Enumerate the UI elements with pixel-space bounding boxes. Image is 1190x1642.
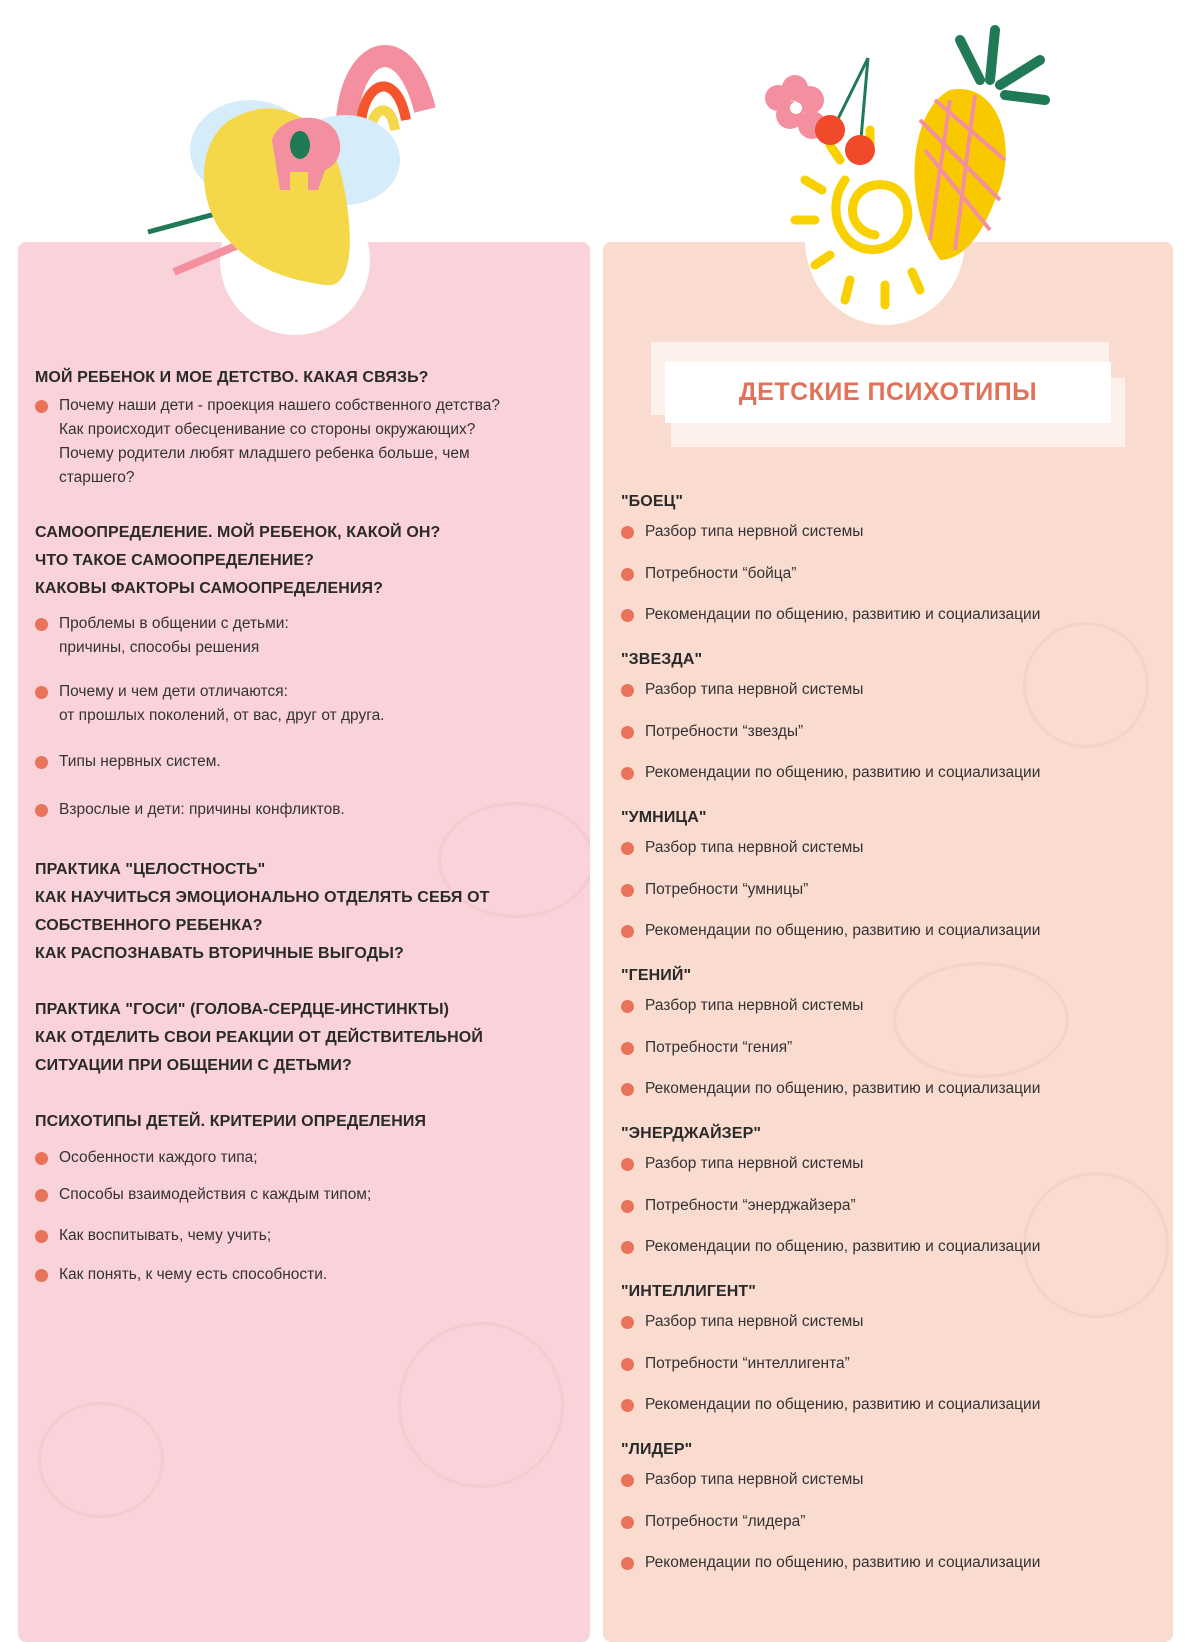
bullet-item <box>621 603 1161 627</box>
bullet-text: Рекомендации по общению, развитию и социализации <box>645 764 1041 781</box>
bullet-item <box>621 1310 1161 1334</box>
bullet-item <box>621 1077 1161 1101</box>
bullet-dot-icon <box>621 526 634 539</box>
bullet-text: Рекомендации по общению, развитию и социализации <box>645 1554 1041 1571</box>
bullet-item <box>35 750 580 774</box>
bullet-text: Почему родители любят младшего ребенка больше, чем <box>59 445 470 462</box>
bullet-text: Потребности “гения” <box>645 1038 793 1056</box>
bullet-item <box>621 1235 1161 1259</box>
bullet-text: Потребности “лидера” <box>645 1512 806 1530</box>
bullet-item <box>35 1224 580 1248</box>
bullet-dot-icon <box>35 804 48 817</box>
section-heading-integrity-practice <box>35 856 580 968</box>
bullet-dot-icon <box>35 618 48 631</box>
bullet-text: старшего? <box>59 469 135 486</box>
elephant-lemon-illustration <box>140 0 450 340</box>
bullet-dot-icon <box>621 925 634 938</box>
bullet-text: Потребности “умницы” <box>645 880 809 898</box>
bullet-text: Потребности “интеллигента” <box>645 1354 850 1372</box>
bullet-item <box>621 836 1161 860</box>
bullet-dot-icon <box>35 1230 48 1243</box>
bullet-text: Почему и чем дети отличаются: <box>59 683 288 700</box>
bullet-dot-icon <box>35 686 48 699</box>
bullet-dot-icon <box>621 767 634 780</box>
bullet-dot-icon <box>621 1200 634 1213</box>
heading-line: СИТУАЦИИ ПРИ ОБЩЕНИИ С ДЕТЬМИ? <box>35 1057 352 1074</box>
psychotype-group <box>621 804 1161 943</box>
psychotype-name: "ИНТЕЛЛИГЕНТ" <box>621 1283 756 1300</box>
bullet-dot-icon <box>621 1474 634 1487</box>
bullet-item <box>621 1393 1161 1417</box>
psychotype-name: "БОЕЦ" <box>621 493 684 510</box>
heading-line: КАК НАУЧИТЬСЯ ЭМОЦИОНАЛЬНО ОТДЕЛЯТЬ СЕБЯ ОТ <box>35 889 490 906</box>
bullet-item <box>621 1551 1161 1575</box>
bullet-dot-icon <box>35 1269 48 1282</box>
bullet-text: Разбор типа нервной системы <box>645 681 864 698</box>
bullet-item <box>621 720 1161 744</box>
bullet-text: Типы нервных систем. <box>59 753 221 770</box>
bullet-item <box>35 680 580 728</box>
bullet-item <box>35 1263 580 1287</box>
bullet-text: Проблемы в общении с детьми: <box>59 615 289 632</box>
bullet-text: Разбор типа нервной системы <box>645 523 864 540</box>
bullet-dot-icon <box>621 884 634 897</box>
bullet-item <box>35 1183 580 1207</box>
bullet-item <box>621 562 1161 586</box>
bullet-item <box>621 520 1161 544</box>
bullet-text: Как понять, к чему есть способности. <box>59 1266 328 1283</box>
bullet-dot-icon <box>35 1189 48 1202</box>
heading-line: САМООПРЕДЕЛЕНИЕ. МОЙ РЕБЕНОК, КАКОЙ ОН? <box>35 524 441 541</box>
bullet-dot-icon <box>621 1516 634 1529</box>
sun-pineapple-illustration <box>750 0 1060 340</box>
psychotype-group <box>621 1120 1161 1259</box>
bullet-text: Особенности каждого типа; <box>59 1149 258 1166</box>
psychotypes-title-banner <box>665 362 1111 423</box>
bullet-dot-icon <box>621 1083 634 1096</box>
psychotype-name: "ЭНЕРДЖАЙЗЕР" <box>621 1125 762 1142</box>
heading-line: КАК РАСПОЗНАВАТЬ ВТОРИЧНЫЕ ВЫГОДЫ? <box>35 945 404 962</box>
psychotype-name: "ЗВЕЗДА" <box>621 651 703 668</box>
bullet-text: Потребности “звезды” <box>645 722 804 740</box>
bullet-text: Разбор типа нервной системы <box>645 1313 864 1330</box>
psychotype-groups <box>621 488 1161 1575</box>
bullet-dot-icon <box>621 1399 634 1412</box>
bullet-text: Разбор типа нервной системы <box>645 1471 864 1488</box>
bullet-text: Взрослые и дети: причины конфликтов. <box>59 801 345 818</box>
doodle-decoration <box>38 1402 164 1518</box>
bullet-item <box>621 1036 1161 1060</box>
bullet-item <box>621 878 1161 902</box>
bullet-item <box>35 1146 580 1170</box>
section-heading-childhood: МОЙ РЕБЕНОК И МОЕ ДЕТСТВО. КАКАЯ СВЯЗЬ? <box>35 369 429 386</box>
bullet-item <box>35 612 580 660</box>
bullet-item <box>621 1468 1161 1492</box>
bullet-text: от прошлых поколений, от вас, друг от друга. <box>59 707 385 724</box>
bullet-dot-icon <box>621 1158 634 1171</box>
bullet-dot-icon <box>621 1042 634 1055</box>
bullet-item <box>621 761 1161 785</box>
psychotype-group <box>621 1278 1161 1417</box>
psychotype-group <box>621 962 1161 1101</box>
bullet-text: Потребности “бойца” <box>645 564 797 582</box>
heading-line: КАК ОТДЕЛИТЬ СВОИ РЕАКЦИИ ОТ ДЕЙСТВИТЕЛЬНОЙ <box>35 1029 483 1046</box>
bullet-text: Разбор типа нервной системы <box>645 997 864 1014</box>
bullet-dot-icon <box>621 1358 634 1371</box>
psychotype-group <box>621 488 1161 627</box>
psychotype-name: "УМНИЦА" <box>621 809 707 826</box>
program-column <box>35 364 580 1287</box>
bullet-dot-icon <box>35 756 48 769</box>
heading-line: ПРАКТИКА "ГОСИ" (ГОЛОВА-СЕРДЦЕ-ИНСТИНКТЫ) <box>35 1001 450 1018</box>
psychotype-group <box>621 1436 1161 1575</box>
bullet-text: Рекомендации по общению, развитию и социализации <box>645 606 1041 623</box>
bullet-item <box>621 919 1161 943</box>
bullet-text: Потребности “энерджайзера” <box>645 1196 856 1214</box>
bullet-dot-icon <box>621 726 634 739</box>
bullet-text: Почему наши дети - проекция нашего собственного детства? <box>59 397 500 414</box>
bullet-text: Рекомендации по общению, развитию и социализации <box>645 922 1041 939</box>
bullet-text: Рекомендации по общению, развитию и социализации <box>645 1080 1041 1097</box>
bullet-dot-icon <box>35 1152 48 1165</box>
bullet-item <box>621 1194 1161 1218</box>
bullet-item <box>621 1510 1161 1534</box>
bullet-text: Рекомендации по общению, развитию и социализации <box>645 1238 1041 1255</box>
bullet-text: Разбор типа нервной системы <box>645 839 864 856</box>
section-heading-gosi-practice <box>35 996 580 1080</box>
bullet-item <box>621 1152 1161 1176</box>
psychotype-group <box>621 646 1161 785</box>
bullet-text: Разбор типа нервной системы <box>645 1155 864 1172</box>
bullet-dot-icon <box>621 609 634 622</box>
bullet-dot-icon <box>621 842 634 855</box>
heading-line: КАКОВЫ ФАКТОРЫ САМООПРЕДЕЛЕНИЯ? <box>35 580 383 597</box>
bullet-dot-icon <box>621 1241 634 1254</box>
bullet-item <box>35 394 580 490</box>
bullet-item <box>621 678 1161 702</box>
psychotype-name: "ГЕНИЙ" <box>621 967 692 984</box>
heading-line: ПРАКТИКА "ЦЕЛОСТНОСТЬ" <box>35 861 266 878</box>
bullet-dot-icon <box>621 684 634 697</box>
section-heading-psychotypes: ПСИХОТИПЫ ДЕТЕЙ. КРИТЕРИИ ОПРЕДЕЛЕНИЯ <box>35 1113 427 1130</box>
bullet-dot-icon <box>621 1557 634 1570</box>
section-title: ДЕТСКИЕ ПСИХОТИПЫ <box>738 378 1038 406</box>
bullet-text: Как происходит обесценивание со стороны окружающих? <box>59 421 476 438</box>
bullet-item <box>621 994 1161 1018</box>
bullet-text: Как воспитывать, чему учить; <box>59 1227 272 1244</box>
psychotype-name: "ЛИДЕР" <box>621 1441 693 1458</box>
heading-line: СОБСТВЕННОГО РЕБЕНКА? <box>35 917 263 934</box>
bullet-text: Способы взаимодействия с каждым типом; <box>59 1186 372 1203</box>
heading-line: ЧТО ТАКОЕ САМООПРЕДЕЛЕНИЕ? <box>35 552 314 569</box>
bullet-text: Рекомендации по общению, развитию и социализации <box>645 1396 1041 1413</box>
bullet-dot-icon <box>35 400 48 413</box>
bullet-item <box>35 798 580 822</box>
bullet-dot-icon <box>621 1000 634 1013</box>
section-heading-self-determination <box>35 519 580 603</box>
bullet-text: причины, способы решения <box>59 639 260 656</box>
bullet-dot-icon <box>621 568 634 581</box>
doodle-decoration <box>398 1322 564 1488</box>
bullet-dot-icon <box>621 1316 634 1329</box>
bullet-item <box>621 1352 1161 1376</box>
